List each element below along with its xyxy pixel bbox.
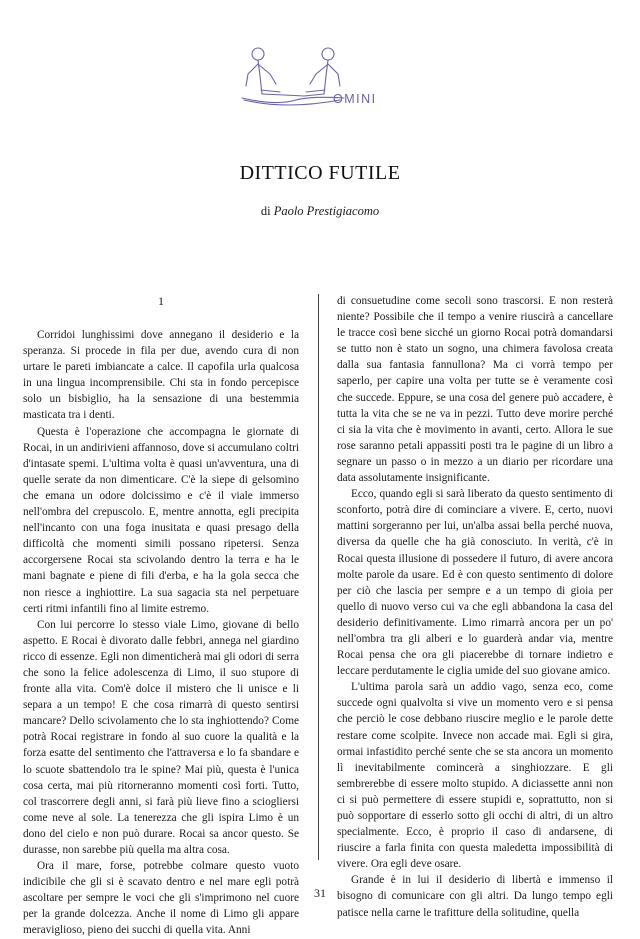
byline bbox=[0, 204, 640, 219]
paragraph: Ecco, quando egli si sarà liberato da questo sentimento di sconforto, potrà dire di cominciare a vivere. E, certo, nuovi mattini sorgeranno per lui, un'alba assai bella perché nuova, diversa da quelle che ha già conosciuto. In verità, c'è in Rocai questa illusione di possedere il futuro, di avere ancora molte parole da usare. Ed è con questo sentimento di dolore per ciò che lascia per sempre e a un tempo di gioia per quello di nuovo verso cui va che egli abbandona la casa del desiderio definitivamente. Limo rimarrà ancora per un po' nell'ombra tra gli alberi e lo guarderà andar via, mentre Rocai pensa che ora gli piacerebbe di tornare indietro e leccare perdutamente le ciglia umide del suo giovane amico. bbox=[337, 488, 613, 678]
paragraph: Con lui percorre lo stesso viale Limo, giovane di bello aspetto. E Rocai è divorato dalle febbri, annega nel giardino ricco di essenze. Egli non dimenticherà mai gli odori di serra che sono la felice adolescenza di Limo, il suo stupore di fronte alla vita. Com'è dolce il mistero che li unisce e li separa a un tempo! E che cosa rimarrà di questo sentirsi mancare? Dello scivolamento che lo sta inghiottendo? Come potrà Rocai registrare in fondo al suo cuore la qualità e la forza esatte del sentimento che l'attraversa e lo fa sbandare e lo scuote sbattendolo tra le spine? Mai più, questa è l'unica cosa certa, mai più ritorneranno momenti così forti. Tutto, col trascorrere degli anni, si farà più lieve fino a sciogliersi come neve al sole. La tenerezza che gli ispira Limo è un dono del cielo e non può durare. Rocai sa ancor questo. Se durasse, non sarebbe più quella ma altra cosa. bbox=[23, 618, 299, 856]
page-number: 31 bbox=[314, 886, 326, 900]
left-column bbox=[23, 293, 299, 939]
paragraph: Corridoi lunghissimi dove annegano il desiderio e la speranza. Si procede in fila per due, avendo cura di non urtare le pareti imbiancate a calce. Il capofila urla qualcosa in una lingua incomprensibile. Chi sta in fondo percepisce solo un bisbiglio, ha la sensazione di una bestemmia masticata tra i denti. bbox=[23, 329, 299, 422]
byline-prefix: di bbox=[260, 204, 271, 218]
author-name: Paolo Prestigiacomo bbox=[273, 204, 380, 218]
article-title: DITTICO FUTILE bbox=[239, 162, 401, 184]
paragraph: L'ultima parola sarà un addio vago, senza eco, come succede ogni qualvolta si vive un momento vero e si pensa che perciò le cose debbano riuscire meglio e le parole dette restare come scolpite. Invece non accade mai. Egli si gira, ormai infastidito perché sente che se sta ancora un momento lì inevitabilmente comincerà a singhiozzare. E gli sembrerebbe di essere molto stupido. A diciassette anni non ci si può permettere di essere stupidi e, soprattutto, non si può sopportare di esserlo sotto gli occhi di altri, di un altro specialmente. Ecco, è proprio il caso di andarsene, di riuscire a farla finita con questa maledetta impossibilità di vivere. Ora egli deve osare. bbox=[337, 681, 613, 871]
column-divider bbox=[318, 294, 319, 860]
omini-figures-logo-icon bbox=[236, 40, 406, 116]
paragraph: di consuetudine come secoli sono trascorsi. E non resterà niente? Possibile che il tempo a venire riuscirà a cancellare le tracce così bene sicché un giorno Rocai potrà domandarsi se tutto non è stato un sogno, una chimera favolosa creata dalla sua fantasia fannullona? Ma ci vorrà tempo per saperlo, per capire una volta per tutte se è veramente così che succede. Eppure, se una cosa del genere può accadere, è tutta la vita che se ne va in pezzi. Tutto deve morire perché ci sia la vita che è movimento in avanti, certo. Allora le sue rose saranno petali appassiti posti tra le pagine di un libro a segnare un passo o in mezzo a un diario per ricordare una data assolutamente insignificante. bbox=[337, 295, 613, 485]
logo-text: OMINI bbox=[333, 92, 377, 106]
paragraph: Questa è l'operazione che accompagna le giornate di Rocai, in un andirivieni affannoso, dove si accumulano coltri d'intasate spemi. L'ultima volta è quasi un'avventura, una di quelle serate da non dimenticare. C'è la siepe di gelsomino che emana un odore dolcissimo e c'è il viale immerso nell'ombra del crepuscolo. E, mentre annotta, egli precipita nell'incanto con una foga inusitata e quasi presago della difficoltà che momenti simili possano ripetersi. Senza accorgersene Rocai sta scivolando dentro la terra e ha le mani bagnate e piene di fili d'erba, e ha la gola secca che non riesce a inghiottire. La sua sagacia sta nel perpetuare certi ritmi infantili fino al limite estremo. bbox=[23, 425, 299, 615]
paragraph: Grande è in lui il desiderio di libertà e immenso il bisogno di comunicare con gli altri. Da lungo tempo egli patisce nella carne le trafitture della solitudine, quella bbox=[337, 874, 613, 919]
right-column bbox=[337, 293, 613, 921]
section-number: 1 bbox=[158, 294, 164, 308]
paragraph: Ora il mare, forse, potrebbe colmare questo vuoto indicibile che gli si è scavato dentro e nel mare egli potrà ascoltare per sempre le voci che gli s'imprimono nel cuore per la grande dolcezza. Anche il nome di Limo gli appare meraviglioso, pieno dei succhi di quella vita. Anni bbox=[23, 860, 299, 937]
